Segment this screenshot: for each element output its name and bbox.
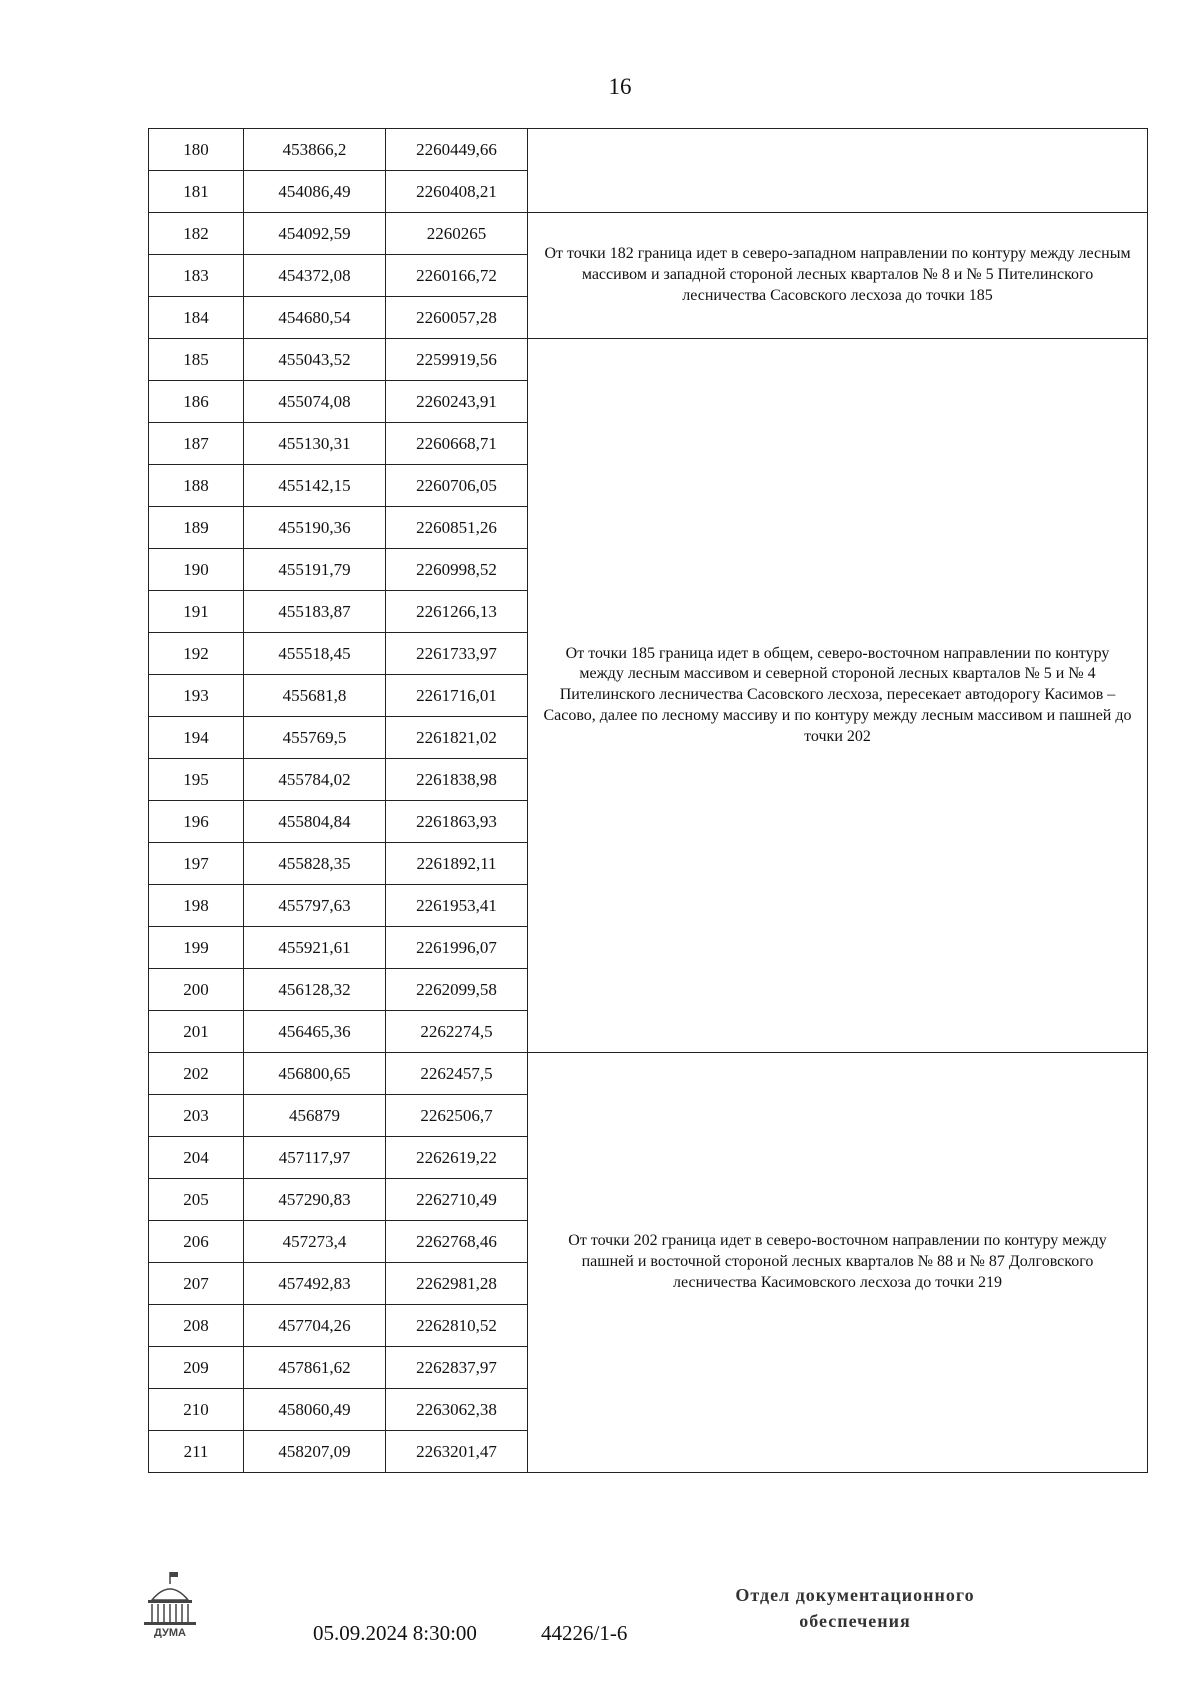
logo-text: ДУМА <box>154 1627 186 1638</box>
point-number-cell: 187 <box>149 423 244 465</box>
table-row <box>149 129 1148 171</box>
table-row <box>149 1053 1148 1095</box>
point-number-cell: 207 <box>149 1263 244 1305</box>
point-number-cell: 199 <box>149 927 244 969</box>
x-coordinate-cell: 455130,31 <box>244 423 386 465</box>
department-stamp <box>705 1582 1005 1634</box>
x-coordinate-cell: 456800,65 <box>244 1053 386 1095</box>
x-coordinate-cell: 455804,84 <box>244 801 386 843</box>
boundary-description-cell: От точки 182 граница идет в северо-западном направлении по контуру между лесным массивом и западной стороной лесных кварталов № 8 и № 5 Пителинского лесничества Сасовского лесхоза до точки 185 <box>528 213 1148 339</box>
y-coordinate-cell: 2260057,28 <box>386 297 528 339</box>
y-coordinate-cell: 2260706,05 <box>386 465 528 507</box>
point-number-cell: 205 <box>149 1179 244 1221</box>
point-number-cell: 209 <box>149 1347 244 1389</box>
x-coordinate-cell: 458060,49 <box>244 1389 386 1431</box>
table-row <box>149 339 1148 381</box>
x-coordinate-cell: 454086,49 <box>244 171 386 213</box>
y-coordinate-cell: 2262810,52 <box>386 1305 528 1347</box>
x-coordinate-cell: 457704,26 <box>244 1305 386 1347</box>
duma-logo-icon <box>140 1570 200 1638</box>
point-number-cell: 192 <box>149 633 244 675</box>
point-number-cell: 196 <box>149 801 244 843</box>
x-coordinate-cell: 454372,08 <box>244 255 386 297</box>
point-number-cell: 201 <box>149 1011 244 1053</box>
y-coordinate-cell: 2261821,02 <box>386 717 528 759</box>
y-coordinate-cell: 2263201,47 <box>386 1431 528 1473</box>
y-coordinate-cell: 2262457,5 <box>386 1053 528 1095</box>
y-coordinate-cell: 2262981,28 <box>386 1263 528 1305</box>
y-coordinate-cell: 2261892,11 <box>386 843 528 885</box>
point-number-cell: 193 <box>149 675 244 717</box>
y-coordinate-cell: 2260265 <box>386 213 528 255</box>
y-coordinate-cell: 2261716,01 <box>386 675 528 717</box>
y-coordinate-cell: 2261953,41 <box>386 885 528 927</box>
point-number-cell: 182 <box>149 213 244 255</box>
x-coordinate-cell: 455921,61 <box>244 927 386 969</box>
x-coordinate-cell: 455043,52 <box>244 339 386 381</box>
x-coordinate-cell: 455518,45 <box>244 633 386 675</box>
y-coordinate-cell: 2260851,26 <box>386 507 528 549</box>
x-coordinate-cell: 457273,4 <box>244 1221 386 1263</box>
x-coordinate-cell: 455183,87 <box>244 591 386 633</box>
point-number-cell: 186 <box>149 381 244 423</box>
point-number-cell: 188 <box>149 465 244 507</box>
coordinates-table-container <box>148 128 1148 1473</box>
y-coordinate-cell: 2261838,98 <box>386 759 528 801</box>
x-coordinate-cell: 455142,15 <box>244 465 386 507</box>
point-number-cell: 204 <box>149 1137 244 1179</box>
registration-number: 44226/1-6 <box>541 1621 628 1645</box>
x-coordinate-cell: 455074,08 <box>244 381 386 423</box>
coordinates-table <box>148 128 1148 1473</box>
coordinates-table-body <box>149 129 1148 1473</box>
print-date: 05.09.2024 8:30:00 <box>313 1621 477 1645</box>
point-number-cell: 203 <box>149 1095 244 1137</box>
point-number-cell: 183 <box>149 255 244 297</box>
stamp-line-1: Отдел документационного <box>735 1585 975 1605</box>
point-number-cell: 181 <box>149 171 244 213</box>
point-number-cell: 194 <box>149 717 244 759</box>
y-coordinate-cell: 2259919,56 <box>386 339 528 381</box>
y-coordinate-cell: 2261266,13 <box>386 591 528 633</box>
stamp-line-2: обеспечения <box>799 1611 911 1632</box>
point-number-cell: 180 <box>149 129 244 171</box>
x-coordinate-cell: 455828,35 <box>244 843 386 885</box>
point-number-cell: 185 <box>149 339 244 381</box>
x-coordinate-cell: 454680,54 <box>244 297 386 339</box>
page-number: 16 <box>608 74 632 99</box>
y-coordinate-cell: 2260243,91 <box>386 381 528 423</box>
point-number-cell: 200 <box>149 969 244 1011</box>
x-coordinate-cell: 453866,2 <box>244 129 386 171</box>
point-number-cell: 206 <box>149 1221 244 1263</box>
y-coordinate-cell: 2260449,66 <box>386 129 528 171</box>
y-coordinate-cell: 2261996,07 <box>386 927 528 969</box>
x-coordinate-cell: 455769,5 <box>244 717 386 759</box>
x-coordinate-cell: 456128,32 <box>244 969 386 1011</box>
y-coordinate-cell: 2262619,22 <box>386 1137 528 1179</box>
point-number-cell: 191 <box>149 591 244 633</box>
boundary-description-cell: От точки 202 граница идет в северо-восточном направлении по контуру между пашней и восточной стороной лесных кварталов № 88 и № 87 Долговского лесничества Касимовского лесхоза до точки 219 <box>528 1053 1148 1473</box>
x-coordinate-cell: 456465,36 <box>244 1011 386 1053</box>
y-coordinate-cell: 2260668,71 <box>386 423 528 465</box>
y-coordinate-cell: 2260166,72 <box>386 255 528 297</box>
x-coordinate-cell: 455797,63 <box>244 885 386 927</box>
y-coordinate-cell: 2260408,21 <box>386 171 528 213</box>
point-number-cell: 211 <box>149 1431 244 1473</box>
x-coordinate-cell: 454092,59 <box>244 213 386 255</box>
point-number-cell: 198 <box>149 885 244 927</box>
boundary-description-cell: От точки 185 граница идет в общем, северо-восточном направлении по контуру между лесным массивом и северной стороной лесных кварталов № 5 и № 4 Пителинского лесничества Сасовского лесхоза, пересекает автодорогу Касимов – Сасово, далее по лесному массиву и по контуру между лесным массивом и пашней до точки 202 <box>528 339 1148 1053</box>
point-number-cell: 189 <box>149 507 244 549</box>
point-number-cell: 195 <box>149 759 244 801</box>
x-coordinate-cell: 457492,83 <box>244 1263 386 1305</box>
table-row <box>149 213 1148 255</box>
x-coordinate-cell: 456879 <box>244 1095 386 1137</box>
y-coordinate-cell: 2262099,58 <box>386 969 528 1011</box>
point-number-cell: 197 <box>149 843 244 885</box>
y-coordinate-cell: 2261733,97 <box>386 633 528 675</box>
point-number-cell: 210 <box>149 1389 244 1431</box>
y-coordinate-cell: 2262710,49 <box>386 1179 528 1221</box>
x-coordinate-cell: 455784,02 <box>244 759 386 801</box>
point-number-cell: 208 <box>149 1305 244 1347</box>
x-coordinate-cell: 457290,83 <box>244 1179 386 1221</box>
x-coordinate-cell: 455191,79 <box>244 549 386 591</box>
x-coordinate-cell: 457117,97 <box>244 1137 386 1179</box>
y-coordinate-cell: 2261863,93 <box>386 801 528 843</box>
y-coordinate-cell: 2262768,46 <box>386 1221 528 1263</box>
y-coordinate-cell: 2262274,5 <box>386 1011 528 1053</box>
y-coordinate-cell: 2262837,97 <box>386 1347 528 1389</box>
x-coordinate-cell: 455681,8 <box>244 675 386 717</box>
point-number-cell: 184 <box>149 297 244 339</box>
y-coordinate-cell: 2263062,38 <box>386 1389 528 1431</box>
x-coordinate-cell: 458207,09 <box>244 1431 386 1473</box>
y-coordinate-cell: 2260998,52 <box>386 549 528 591</box>
point-number-cell: 202 <box>149 1053 244 1095</box>
x-coordinate-cell: 455190,36 <box>244 507 386 549</box>
boundary-description-cell <box>528 129 1148 213</box>
x-coordinate-cell: 457861,62 <box>244 1347 386 1389</box>
point-number-cell: 190 <box>149 549 244 591</box>
y-coordinate-cell: 2262506,7 <box>386 1095 528 1137</box>
